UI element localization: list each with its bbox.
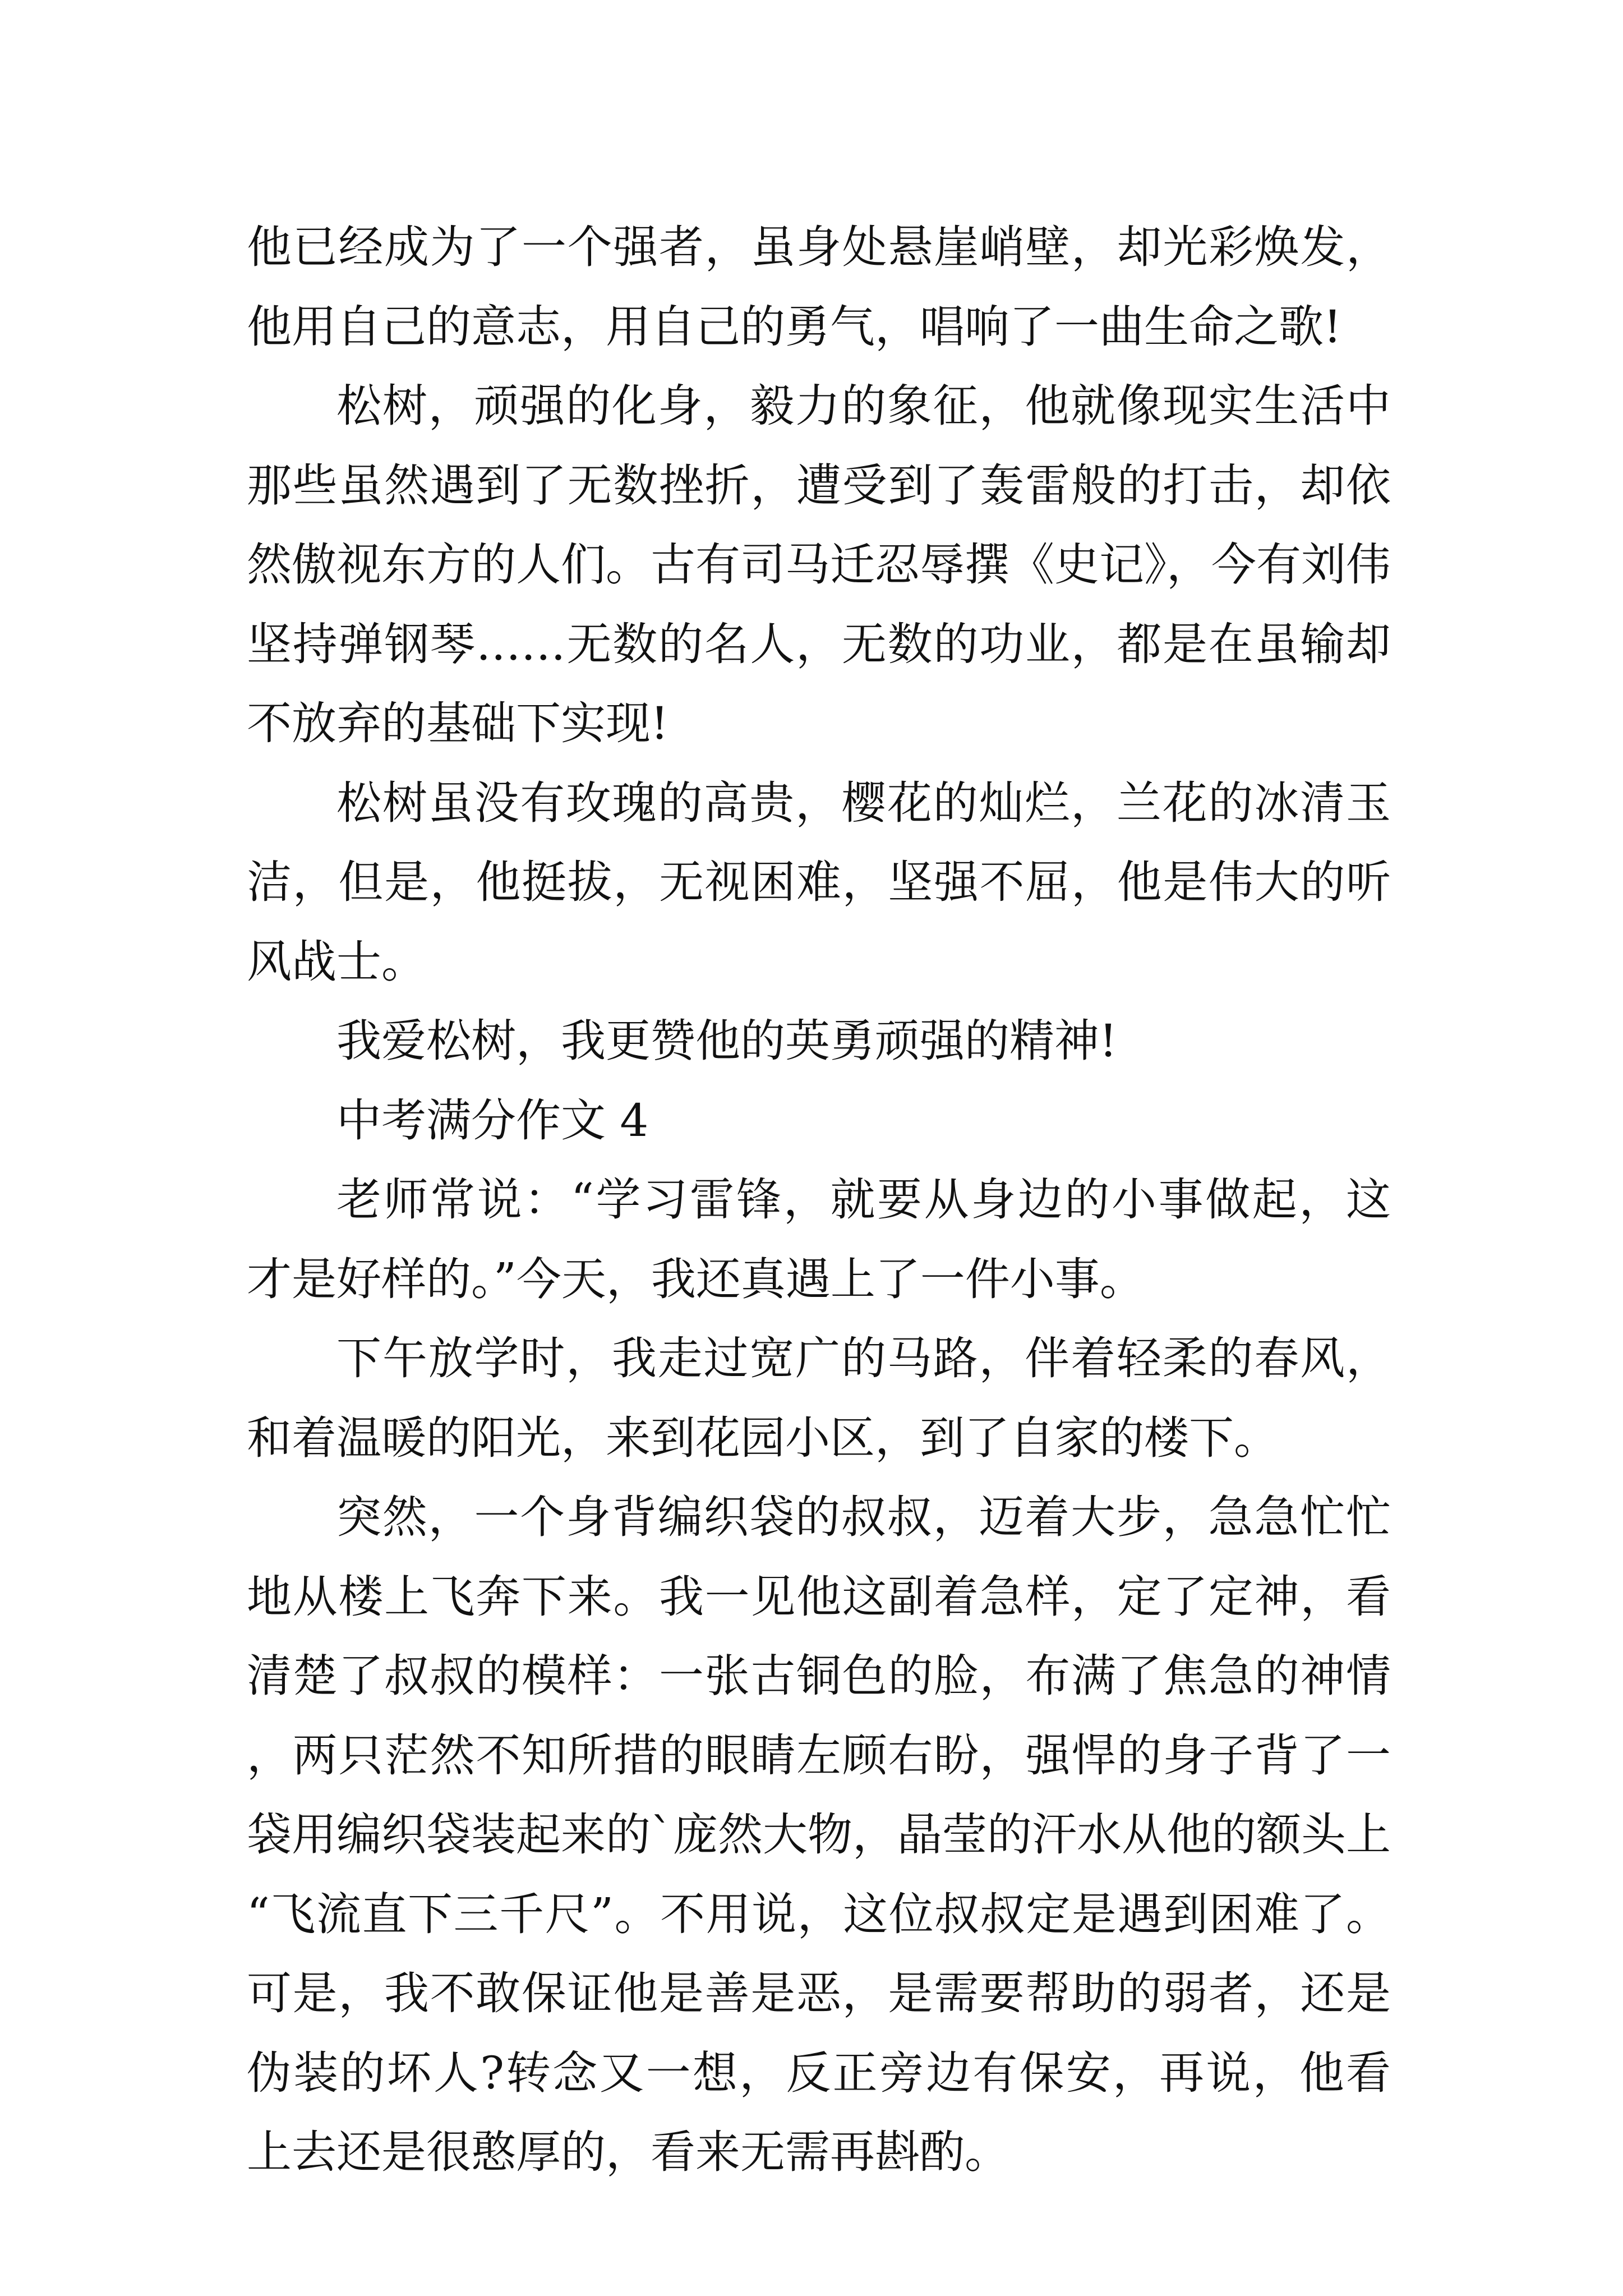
paragraph: 我爱松树，我更赞他的英勇顽强的精神! xyxy=(336,1015,1118,1067)
paragraph: 松树，顽强的化身，毅力的象征，他就像现实生活中那些虽然遇到了无数挫折，遭受到了轰雷般的打击，却依然傲视东方的人们。古有司马迁忍辱撰《史记》，今有刘伟坚持弹钢琴……无数的名人，无数的功业，都是在虽输却不放弃的基础下实现! xyxy=(247,380,1391,749)
paragraph: 突然，一个身背编织袋的叔叔，迈着大步，急急忙忙地从楼上飞奔下来。我一见他这副着急样，定了定神，看清楚了叔叔的模样：一张古铜色的脸，布满了焦急的神情，两只茫然不知所措的眼睛左顾右盼，强悍的身子背了一袋用编织袋装起来的`庞然大物，晶莹的汗水从他的额头上“飞流直下三千尺”。不用说，这位叔叔定是遇到困难了。可是，我不敢保证他是善是恶，是需要帮助的弱者，还是伪装的坏人?转念又一想，反正旁边有保安，再说，他看上去还是很憨厚的，看来无需再斟酌。 xyxy=(247,1491,1391,2178)
section-heading: 中考满分作文 4 xyxy=(336,1094,649,1147)
document-body xyxy=(247,208,1391,2192)
paragraph: 老师常说：“学习雷锋，就要从身边的小事做起，这才是好样的。”今天，我还真遇上了一件小事。 xyxy=(247,1174,1391,1305)
paragraph: 下午放学时，我走过宽广的马路，伴着轻柔的春风，和着温暖的阳光，来到花园小区，到了自家的楼下。 xyxy=(247,1332,1391,1464)
paragraph: 松树虽没有玫瑰的高贵，樱花的灿烂，兰花的冰清玉洁，但是，他挺拔，无视困难，坚强不屈，他是伟大的听风战士。 xyxy=(247,776,1391,988)
paragraph-continuation: 他已经成为了一个强者，虽身处悬崖峭壁，却光彩焕发，他用自己的意志，用自己的勇气，唱响了一曲生命之歌! xyxy=(247,221,1391,353)
